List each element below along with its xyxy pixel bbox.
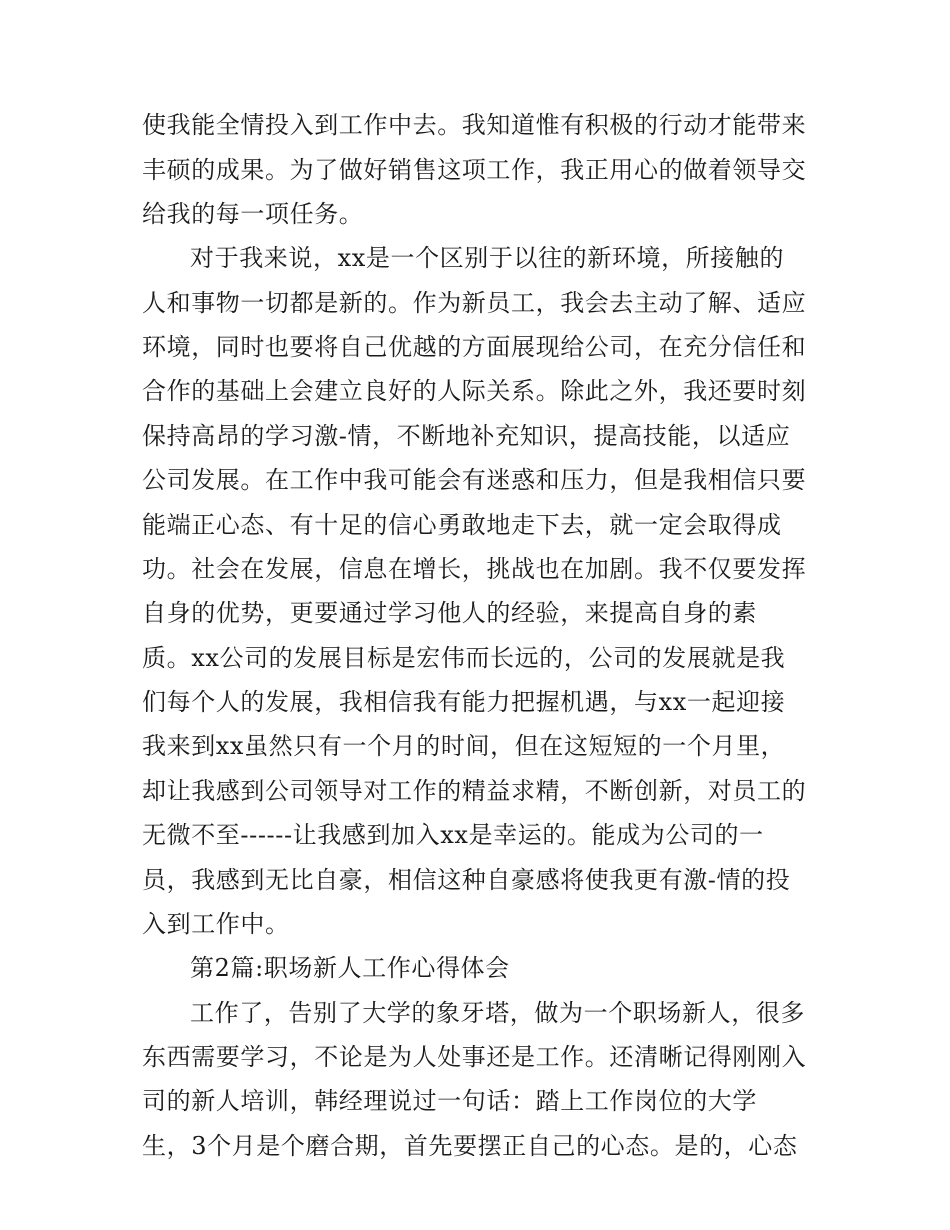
text-line: 无微不至------让我感到加入xx是幸运的。能成为公司的一 bbox=[142, 821, 764, 849]
text-line: 生，3个月是个磨合期，首先要摆正自己的心态。是的，心态 bbox=[142, 1132, 798, 1160]
text-line: 却让我感到公司领导对工作的精益求精，不断创新，对员工的 bbox=[142, 777, 807, 805]
text-line: 合作的基础上会建立良好的人际关系。除此之外，我还要时刻 bbox=[142, 377, 807, 405]
text-line: 丰硕的成果。为了做好销售这项工作，我正用心的做着领导交 bbox=[142, 156, 807, 184]
text-line: 司的新人培训，韩经理说过一句话：踏上工作岗位的大学 bbox=[142, 1087, 757, 1115]
text-line: 东西需要学习，不论是为人处事还是工作。还清晰记得刚刚入 bbox=[142, 1043, 807, 1071]
text-line: 环境，同时也要将自己优越的方面展现给公司，在充分信任和 bbox=[142, 333, 807, 361]
paragraph-first-line: 工作了，告别了大学的象牙塔，做为一个职场新人，很多 bbox=[190, 999, 805, 1027]
text-line: 保持高昂的学习激-情，不断地补充知识，提高技能，以适应 bbox=[142, 422, 791, 450]
section-heading: 第2篇:职场新人工作心得体会 bbox=[190, 954, 510, 982]
text-line: 我来到xx虽然只有一个月的时间，但在这短短的一个月里， bbox=[142, 732, 786, 760]
text-line: 自身的优势，更要通过学习他人的经验，来提高自身的素 bbox=[142, 599, 757, 627]
text-line: 们每个人的发展，我相信我有能力把握机遇，与xx一起迎接 bbox=[142, 688, 786, 716]
text-line: 员，我感到无比自豪，相信这种自豪感将使我更有激-情的投 bbox=[142, 866, 791, 894]
text-line: 入到工作中。 bbox=[142, 910, 290, 938]
text-line: 公司发展。在工作中我可能会有迷惑和压力，但是我相信只要 bbox=[142, 466, 807, 494]
text-line: 使我能全情投入到工作中去。我知道惟有积极的行动才能带来 bbox=[142, 111, 807, 139]
text-line: 能端正心态、有十足的信心勇敢地走下去，就一定会取得成 bbox=[142, 511, 782, 539]
text-line: 人和事物一切都是新的。作为新员工，我会去主动了解、适应 bbox=[142, 289, 807, 317]
text-line: 质。xx公司的发展目标是宏伟而长远的，公司的发展就是我 bbox=[142, 644, 786, 672]
paragraph-first-line: 对于我来说，xx是一个区别于以往的新环境，所接触的 bbox=[190, 244, 785, 272]
text-line: 给我的每一项任务。 bbox=[142, 200, 364, 228]
text-line: 功。社会在发展，信息在增长，挑战也在加剧。我不仅要发挥 bbox=[142, 555, 807, 583]
